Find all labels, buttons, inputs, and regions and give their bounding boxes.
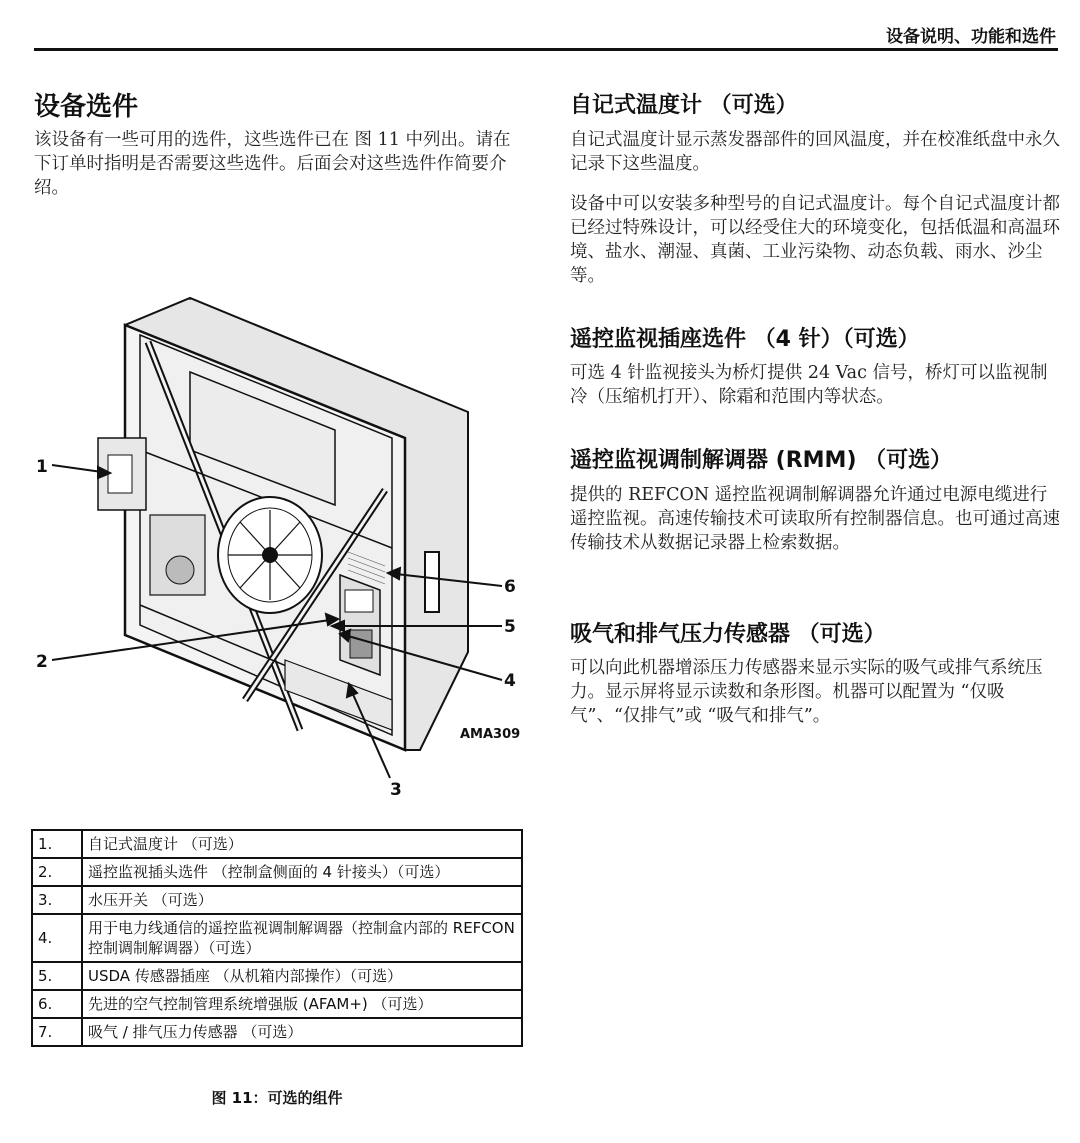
row-description: 水压开关 （可选） <box>82 886 522 914</box>
section-chart-recorder-heading: 自记式温度计 （可选） <box>570 93 798 118</box>
header-divider <box>34 48 1058 51</box>
table-row <box>32 914 522 962</box>
callout-3: 3 <box>390 780 402 800</box>
row-description: 用于电力线通信的遥控监视调制解调器（控制盒内部的 REFCON 控制调制解调器）（可选） <box>82 914 522 962</box>
row-number: 2. <box>32 858 82 886</box>
table-row <box>32 858 522 886</box>
callout-6: 6 <box>504 577 516 597</box>
row-description: 遥控监视插头选件 （控制盒侧面的 4 针接头）（可选） <box>82 858 522 886</box>
row-description: 吸气 / 排气压力传感器 （可选） <box>82 1018 522 1046</box>
figure-caption: 图 11：可选的组件 <box>211 1089 343 1107</box>
section-pressure-text: 可以向此机器增添压力传感器来显示实际的吸气或排气系统压力。显示屏将显示读数和条形图。机器可以配置为 “仅吸气”、“仅排气”或 “吸气和排气”。 <box>570 658 1043 726</box>
row-description: USDA 传感器插座 （从机箱内部操作）（可选） <box>82 962 522 990</box>
section-pressure-heading: 吸气和排气压力传感器 （可选） <box>570 622 886 647</box>
section-remote-socket-heading: 遥控监视插座选件 （4 针）（可选） <box>570 327 920 352</box>
callout-4: 4 <box>504 671 516 691</box>
section-chart-recorder-text-2: 设备中可以安装多种型号的自记式温度计。每个自记式温度计都已经过特殊设计，可以经受住大的环境变化，包括低温和高温环境、盐水、潮湿、真菌、工业污染物、动态负载、雨水、沙尘等。 <box>570 194 1060 286</box>
row-description: 先进的空气控制管理系统增强版 (AFAM+) （可选） <box>82 990 522 1018</box>
options-heading: 设备选件 <box>34 92 139 122</box>
options-intro: 该设备有一些可用的选件，这些选件已在 图 11 中列出。请在下订单时指明是否需要这些选件。后面会对这些选件作简要介绍。 <box>34 130 511 198</box>
callout-2: 2 <box>36 652 48 672</box>
row-number: 1. <box>32 830 82 858</box>
table-row <box>32 886 522 914</box>
table-row <box>32 962 522 990</box>
row-number: 6. <box>32 990 82 1018</box>
row-number: 7. <box>32 1018 82 1046</box>
table-row <box>32 990 522 1018</box>
section-remote-socket-text: 可选 4 针监视接头为桥灯提供 24 Vac 信号，桥灯可以监视制冷（压缩机打开）、除霜和范围内等状态。 <box>570 363 1048 407</box>
callout-1: 1 <box>36 457 48 477</box>
row-description: 自记式温度计 （可选） <box>82 830 522 858</box>
table-row <box>32 830 522 858</box>
page-header-title: 设备说明、功能和选件 <box>886 27 1056 47</box>
section-chart-recorder-text-1: 自记式温度计显示蒸发器部件的回风温度，并在校准纸盘中永久记录下这些温度。 <box>570 130 1060 174</box>
section-rmm-text: 提供的 REFCON 遥控监视调制解调器允许通过电源电缆进行遥控监视。高速传输技术可读取所有控制器信息。也可通过高速传输技术从数据记录器上检索数据。 <box>570 485 1060 553</box>
unit-diagram <box>30 290 530 800</box>
row-number: 5. <box>32 962 82 990</box>
options-table <box>31 829 523 1047</box>
row-number: 4. <box>32 914 82 962</box>
figure-code: AMA309 <box>460 727 521 742</box>
row-number: 3. <box>32 886 82 914</box>
section-rmm-heading: 遥控监视调制解调器 (RMM) （可选） <box>570 448 953 473</box>
table-row <box>32 1018 522 1046</box>
callout-5: 5 <box>504 617 516 637</box>
